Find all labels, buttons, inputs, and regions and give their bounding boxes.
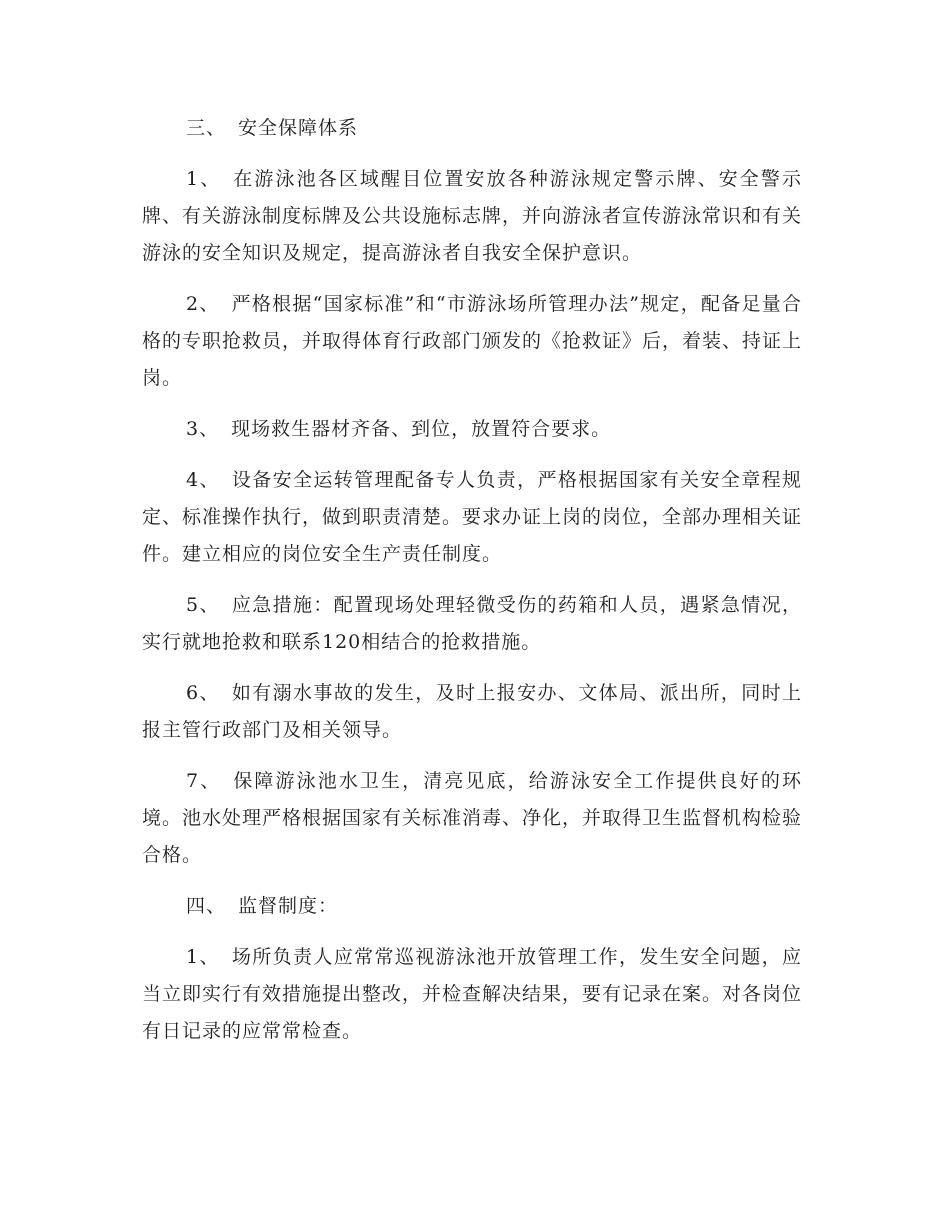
item-number: 6、 — [186, 682, 220, 704]
list-item — [142, 462, 802, 573]
list-item — [142, 161, 802, 272]
item-text: 严格根据“国家标准”和“市游泳场所管理办法”规定，配备足量合格的专职抢救员，并取得体育行政部门颁发的《抢救证》后，着装、持证上岗。 — [142, 293, 803, 389]
section-number: 四、 — [186, 895, 227, 917]
item-text: 现场救生器材齐备、到位，放置符合要求。 — [231, 418, 612, 440]
item-text: 如有溺水事故的发生，及时上报安办、文体局、派出所，同时上报主管行政部门及相关领导。 — [142, 682, 802, 741]
item-text: 在游泳池各区域醒目位置安放各种游泳规定警示牌、安全警示牌、有关游泳制度标牌及公共设施标志牌，并向游泳者宣传游泳常识和有关游泳的安全知识及规定，提高游泳者自我安全保护意识。 — [142, 168, 803, 264]
list-item — [142, 675, 802, 749]
item-number: 1、 — [186, 946, 220, 968]
item-text: 设备安全运转管理配备专人负责，严格根据国家有关安全章程规定、标准操作执行，做到职责清楚。要求办证上岗的岗位，全部办理相关证件。建立相应的岗位安全生产责任制度。 — [142, 469, 803, 565]
item-number: 7、 — [186, 770, 222, 792]
section-title: 安全保障体系 — [238, 117, 359, 139]
section-number: 三、 — [186, 117, 227, 139]
list-item — [142, 587, 802, 661]
list-item — [142, 411, 802, 448]
item-text: 保障游泳池水卫生，清亮见底，给游泳安全工作提供良好的环境。池水处理严格根据国家有关标准消毒、净化，并取得卫生监督机构检验合格。 — [142, 770, 803, 866]
item-number: 3、 — [186, 418, 220, 440]
item-text: 应急措施：配置现场处理轻微受伤的药箱和人员，遇紧急情况，实行就地抢救和联系120相结合的抢救措施。 — [142, 594, 802, 653]
section-heading-4 — [142, 888, 802, 925]
section-heading-3 — [142, 110, 802, 147]
item-number: 5、 — [186, 594, 220, 616]
item-number: 1、 — [186, 168, 222, 190]
list-item — [142, 939, 802, 1050]
item-number: 4、 — [186, 469, 220, 491]
list-item — [142, 286, 802, 397]
item-text: 场所负责人应常常巡视游泳池开放管理工作，发生安全问题，应当立即实行有效措施提出整改，并检查解决结果，要有记录在案。对各岗位有日记录的应常常检查。 — [142, 946, 803, 1042]
document-body — [142, 110, 802, 1064]
section-title: 监督制度： — [238, 895, 339, 917]
item-number: 2、 — [186, 293, 220, 315]
list-item — [142, 763, 802, 874]
